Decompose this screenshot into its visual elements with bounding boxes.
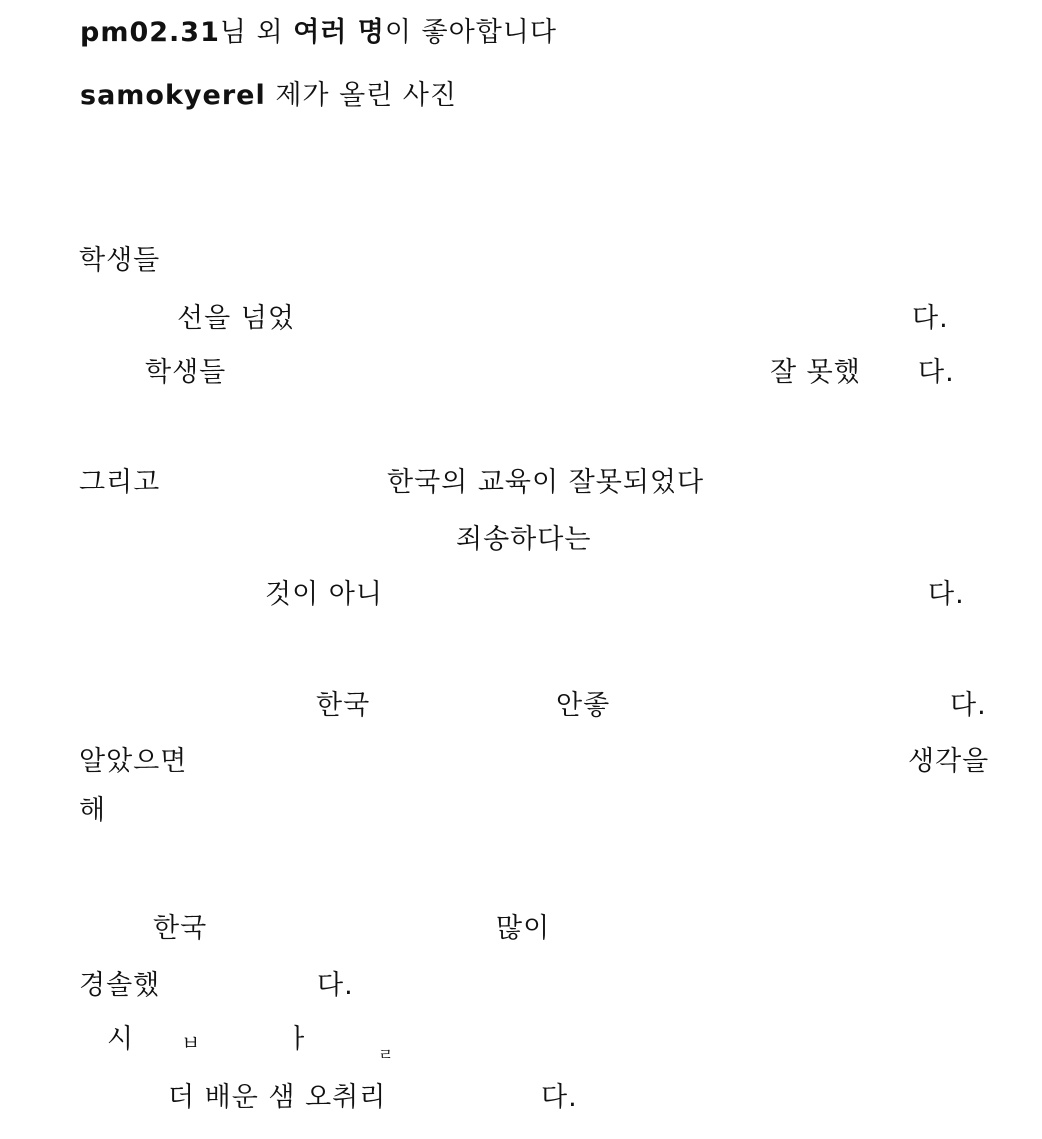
note-text: 학생들 — [145, 357, 227, 388]
likes-text-tail: 이 좋아합니다 — [384, 17, 557, 48]
note-text: 해 — [79, 795, 107, 826]
note-text: 안좋 — [556, 690, 611, 721]
note-text: 알았으면 — [79, 746, 188, 777]
note-text: 더 배운 샘 오취리 — [168, 1082, 387, 1113]
note-text: 것이 아니 — [265, 579, 383, 610]
note-text: 다. — [928, 579, 965, 610]
poster-username[interactable]: samokyerel — [80, 80, 266, 111]
note-text: 다. — [317, 970, 354, 1001]
note-text: ㄹ — [378, 1045, 395, 1064]
note-text: 많이 — [496, 913, 551, 944]
note-text: 선을 넘었 — [177, 303, 295, 334]
likes-count[interactable]: 여러 명 — [293, 17, 385, 48]
note-text: 시 — [107, 1024, 135, 1055]
note-text: 학생들 — [79, 245, 161, 276]
note-text: 다. — [912, 303, 949, 334]
likes-text: 님 외 — [219, 17, 294, 48]
note-text: ㅂ — [181, 1031, 202, 1055]
note-text: 다. — [541, 1082, 578, 1113]
note-text: ㅏ — [285, 1024, 313, 1055]
note-text: 경솔했 — [79, 970, 161, 1001]
note-text: 죄송하다는 — [456, 524, 592, 555]
caption-line — [80, 79, 457, 113]
likes-line — [80, 16, 557, 50]
liked-username[interactable]: pm02.31 — [80, 17, 220, 48]
note-text: 그리고 — [79, 467, 161, 498]
caption-text: 제가 올린 사진 — [265, 80, 457, 111]
note-text: 다. — [918, 357, 955, 388]
note-text: 한국 — [153, 913, 208, 944]
note-text: 잘 못했 — [770, 357, 861, 388]
note-text: 한국 — [316, 690, 371, 721]
note-text: 다. — [950, 690, 987, 721]
note-text: 생각을 — [908, 746, 990, 777]
note-text: 한국의 교육이 잘못되었다 — [387, 467, 705, 498]
